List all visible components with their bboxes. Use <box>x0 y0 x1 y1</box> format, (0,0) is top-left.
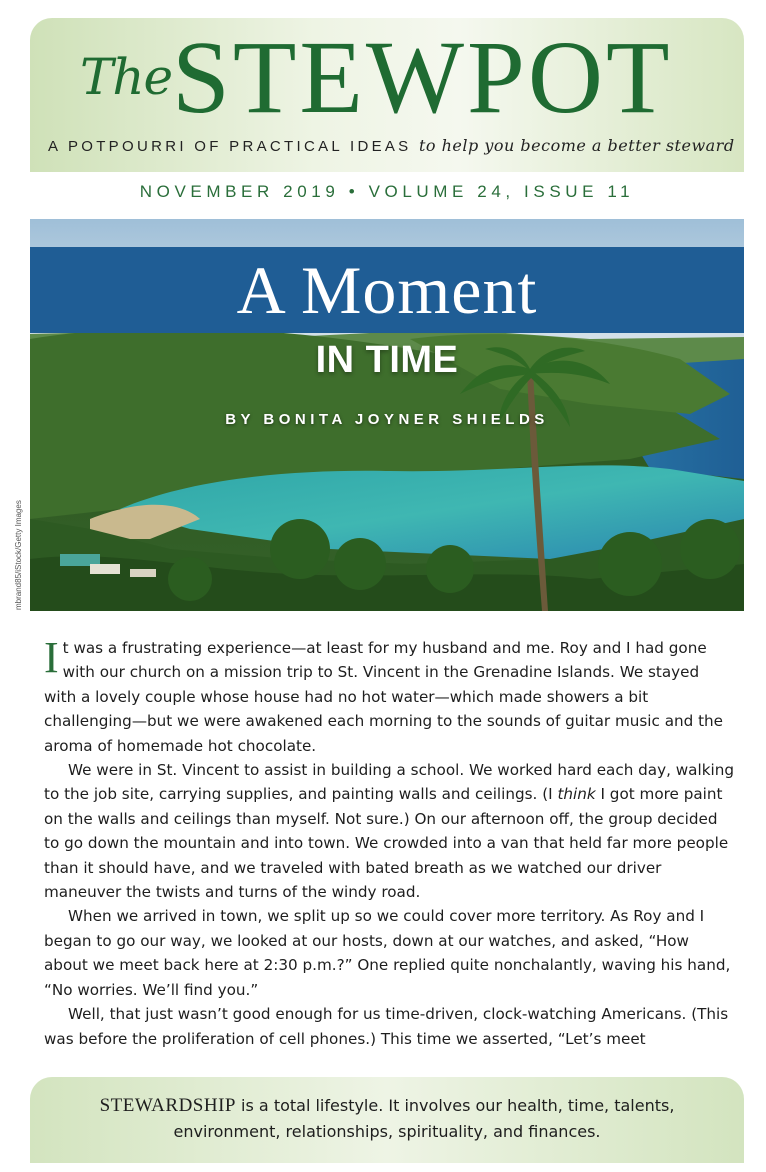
callout-line-1-text: is a total lifestyle. It involves our health, time, talents, <box>235 1096 675 1115</box>
callout-line-2: environment, relationships, spirituality, and finances. <box>173 1122 601 1141</box>
callout-keyword: STEWARDSHIP <box>99 1095 236 1116</box>
drop-cap: I <box>44 633 59 682</box>
paragraph-3: When we arrived in town, we split up so we could cover more territory. As Roy and I began to go our way, we looked at our hosts, down at our watches, and asked, “How about we meet back here at 2:30 p.m.?” One replied quite nonchalantly, waving his hand, “No worries. We’ll find you.” <box>44 907 731 999</box>
masthead-the: The <box>80 48 173 106</box>
callout-line-1 <box>30 1093 744 1119</box>
article-title: A Moment <box>236 252 538 328</box>
masthead <box>30 18 744 172</box>
stewardship-callout <box>30 1077 744 1163</box>
photo-credit: mbrand85/iStock/Getty Images <box>14 500 23 610</box>
masthead-tagline <box>48 136 735 155</box>
issue-line: NOVEMBER 2019 • VOLUME 24, ISSUE 11 <box>139 182 635 201</box>
paragraph-2 <box>44 758 734 904</box>
paragraph-4: Well, that just wasn’t good enough for us time-driven, clock-watching Americans. (This was before the proliferation of cell phones.) This time we asserted, “Let’s meet <box>44 1005 729 1048</box>
byline: BY BONITA JOYNER SHIELDS <box>225 411 549 428</box>
paragraph-1 <box>44 633 734 758</box>
paragraph-1-text: t was a frustrating experience—at least for my husband and me. Roy and I had gone with our church on a mission trip to St. Vincent in the Grenadine Islands. We stayed with a lovely couple whose house had no hot water—which made showers a bit challenging—but we were awakened each morning to the sounds of guitar music and the aroma of homemade hot chocolate. <box>44 639 724 755</box>
article-subtitle: IN TIME <box>315 339 459 381</box>
paragraph-2-emphasis: think <box>557 785 596 804</box>
masthead-title: STEWPOT <box>172 20 673 135</box>
paragraph-2-text-a: We were in St. Vincent to assist in building a school. We worked hard each day, walking to the job site, carrying supplies, and painting walls and ceilings. (I <box>44 761 734 804</box>
paragraph-2-text-b: I got more paint on the walls and ceilings than myself. Not sure.) On our afternoon off, the group decided to go down the mountain and into town. We crowded into a van that held far more people than it should have, and we traveled with bated breath as we watched our driver maneuver the twists and turns of the windy road. <box>44 785 729 902</box>
tagline-script: to help you become a better steward <box>418 136 735 155</box>
tagline-caps: A POTPOURRI OF PRACTICAL IDEAS <box>48 138 412 155</box>
hero-image <box>30 219 744 611</box>
article-body <box>44 633 734 1051</box>
title-band <box>30 247 744 333</box>
